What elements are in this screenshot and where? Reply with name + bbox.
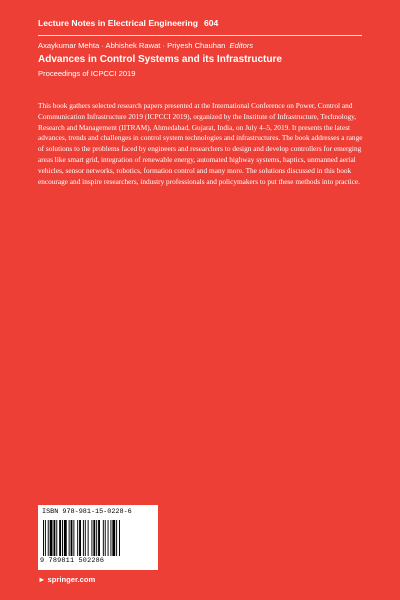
publisher-url: springer.com	[47, 575, 96, 584]
barcode-digits: 9 789811 502286	[40, 557, 105, 565]
book-title: Advances in Control Systems and its Infrastructure	[38, 54, 282, 65]
header-divider	[38, 35, 362, 36]
editors-line	[38, 41, 253, 50]
series-line	[38, 18, 218, 28]
isbn-barcode-box	[38, 505, 158, 570]
book-description: This book gathers selected research papers presented at the International Conference on Power, Control and Communication Infrastructure 2019 (ICPCCI 2019), organized by the Institute of Infrastructure, Technology, Research and Management (IITRAM), Ahmedabad, Gujarat, India, on July 4–5, 2019. It presents the latest advances, trends and challenges in control system technologies and infrastructures. The book addresses a range of solutions to the problems faced by engineers and researchers to design and develop controllers for emerging areas like smart grid, integration of renewable energy, automated highway systems, haptics, unmanned aerial vehicles, sensor networks, robotics, formation control and many more. The solutions discussed in this book encourage and inspire researchers, industry professionals and policymakers to put these methods into practice.	[38, 101, 363, 186]
series-volume: 604	[203, 18, 219, 28]
isbn-label: ISBN 978-981-15-0228-6	[42, 508, 132, 516]
arrow-icon: ►	[38, 575, 46, 584]
book-subtitle: Proceedings of ICPCCI 2019	[38, 69, 136, 78]
editors-role: Editors	[229, 41, 254, 50]
publisher-link[interactable]	[38, 575, 95, 584]
editor-names: Axaykumar Mehta · Abhishek Rawat · Priyesh Chauhan	[38, 41, 226, 50]
barcode-graphic	[43, 520, 153, 556]
series-name: Lecture Notes in Electrical Engineering	[38, 18, 198, 28]
